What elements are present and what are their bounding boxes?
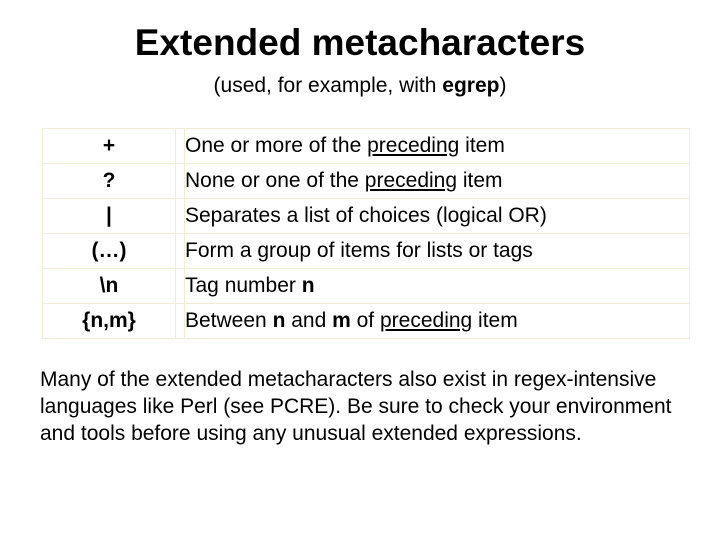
description-text: None or one of the (185, 169, 365, 192)
column-gap (176, 199, 185, 234)
description-bold-text: n (301, 274, 315, 297)
metacharacter-symbol: {n,m} (43, 304, 176, 339)
description-text: Between (185, 309, 273, 332)
column-gap (176, 129, 185, 164)
metacharacter-symbol: + (43, 129, 176, 164)
description-text: item (459, 134, 505, 157)
slide-subtitle (0, 74, 720, 98)
metacharacter-symbol: (…) (43, 234, 176, 269)
table-row (43, 164, 690, 199)
description-text: Separates a list of choices (logical OR) (185, 204, 547, 227)
column-gap (176, 164, 185, 199)
metacharacter-description (185, 269, 690, 304)
description-text: item (457, 169, 503, 192)
description-text: One or more of the (185, 134, 368, 157)
metacharacter-description (185, 199, 690, 234)
metacharacter-symbol: \n (43, 269, 176, 304)
description-underlined-text: preceding (367, 134, 460, 157)
description-text: Tag number (185, 274, 302, 297)
metacharacter-description (185, 129, 690, 164)
metacharacter-description (185, 304, 690, 339)
column-gap (176, 269, 185, 304)
table-row (43, 199, 690, 234)
column-gap (176, 304, 185, 339)
description-text: item (472, 309, 518, 332)
description-underlined-text: preceding (379, 309, 473, 332)
column-gap (176, 234, 185, 269)
table-row (43, 269, 690, 304)
subtitle-text-after: ) (499, 74, 507, 97)
footer-paragraph: Many of the extended metacharacters also exist in regex-intensive languages like Perl (see PCRE). Be sure to check your environment and tools before using any unusual extended expressions. (40, 368, 672, 445)
subtitle-text-before: (used, for example, with (213, 74, 443, 97)
description-bold-text: n (272, 309, 286, 332)
description-text: of (350, 309, 380, 332)
subtitle-keyword: egrep (442, 74, 500, 97)
metacharacter-description (185, 164, 690, 199)
metacharacter-description (185, 234, 690, 269)
metacharacter-symbol: ? (43, 164, 176, 199)
description-underlined-text: preceding (364, 169, 458, 192)
slide-title: Extended metacharacters (134, 22, 586, 63)
description-bold-text: m (332, 309, 351, 332)
table-row (43, 129, 690, 164)
metacharacter-symbol: | (43, 199, 176, 234)
table-row (43, 234, 690, 269)
table-row (43, 304, 690, 339)
metacharacter-table (42, 128, 690, 339)
description-text: and (285, 309, 333, 332)
description-text: Form a group of items for lists or tags (185, 239, 533, 262)
